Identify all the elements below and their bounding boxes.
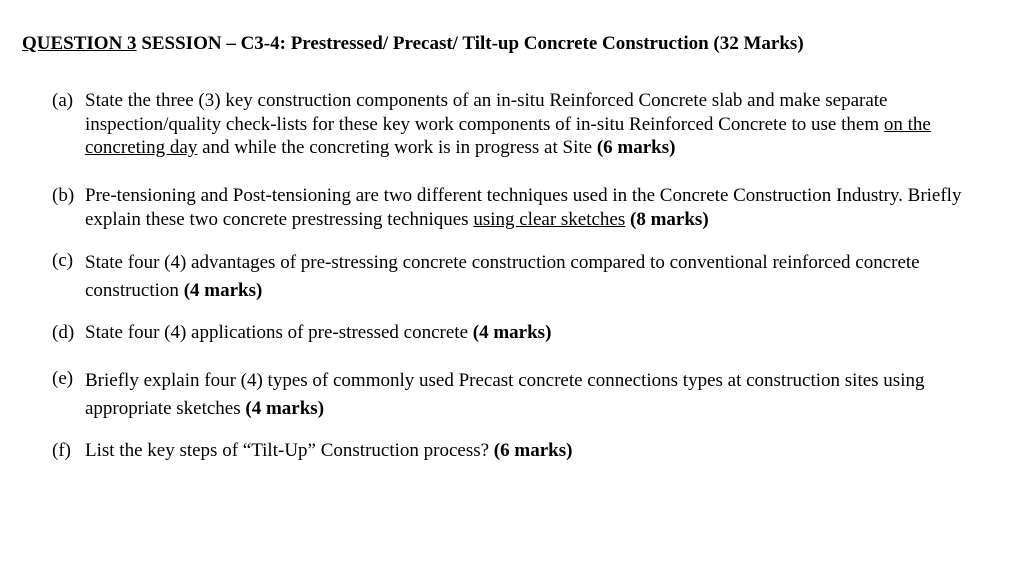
question-item-d: [52, 321, 997, 345]
question-heading: [22, 33, 804, 55]
item-text: [85, 89, 997, 160]
item-marks: (6 marks): [493, 440, 573, 461]
question-item-c: [52, 249, 997, 305]
item-text-part: State four (4) advantages of pre-stressing concrete construction compared to conventional reinforced concrete construction: [85, 252, 920, 301]
item-text-part: and while the concreting work is in progress at Site: [197, 137, 597, 158]
item-marks: (8 marks): [630, 208, 709, 230]
item-marks: (4 marks): [245, 398, 325, 419]
item-label: (c): [52, 250, 74, 271]
item-text: [85, 439, 997, 463]
item-marks: (4 marks): [472, 322, 552, 343]
item-marks: (6 marks): [596, 137, 676, 158]
item-underlined-text: on the concreting day: [85, 113, 931, 158]
question-number: QUESTION 3: [22, 33, 137, 54]
item-text-part: State four (4) applications of pre-stressed concrete: [85, 322, 473, 343]
question-item-f: [52, 439, 997, 463]
item-label: (e): [52, 368, 74, 389]
item-label: (f): [52, 440, 71, 461]
item-label: (d): [52, 322, 75, 343]
item-text: [85, 249, 997, 305]
item-text: [85, 184, 997, 231]
question-item-e: [52, 367, 997, 423]
item-text-part: State the three (3) key construction components of an in-situ Reinforced Concrete slab and make separate inspection/quality check-lists for these key work components of in-situ Reinforced Concrete to use them: [85, 90, 888, 135]
item-text-part: Briefly explain four (4) types of commonly used Precast concrete connections types at construction sites using appropriate sketches: [85, 370, 925, 419]
item-marks: (4 marks): [183, 280, 263, 301]
question-item-b: [52, 184, 997, 231]
item-text-part: Pre-tensioning and Post-tensioning are two different techniques used in the Concrete Construction Industry. Briefly explain these two concrete prestressing techniques: [85, 185, 962, 230]
item-underlined-text: using clear sketches: [473, 208, 626, 230]
question-title: SESSION – C3-4: Prestressed/ Precast/ Tilt-up Concrete Construction (32 Marks): [136, 33, 804, 54]
item-text: [85, 321, 997, 345]
item-text: [85, 367, 997, 423]
question-item-a: [52, 89, 997, 160]
item-label: (b): [52, 185, 75, 206]
item-label: (a): [52, 90, 74, 111]
item-text-part: List the key steps of “Tilt-Up” Construction process?: [85, 440, 494, 461]
